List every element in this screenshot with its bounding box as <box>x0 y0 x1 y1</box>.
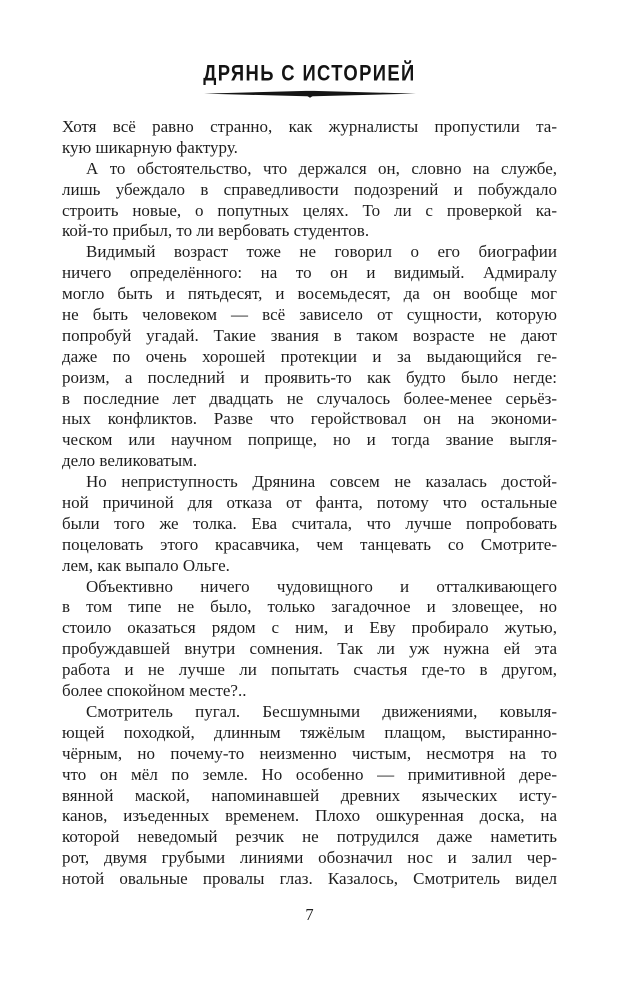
text-line: поцеловать этого красавчика, чем танцевать со Смотрите- <box>62 534 557 554</box>
text-line: дело великоватым. <box>62 451 198 471</box>
paragraph <box>62 702 557 890</box>
text-line: кой-то прибыл, то ли вербовать студентов. <box>62 221 370 241</box>
text-line: были того же толка. Ева считала, что лучше попробовать <box>62 513 557 533</box>
text-line: Смотритель пугал. Бесшумными движениями, ковыля- <box>86 701 557 721</box>
text-line: даже по очень хорошей протекции и за выдающийся ге- <box>62 346 557 366</box>
running-title: ДРЯНЬ С ИСТОРИЕЙ <box>203 61 416 86</box>
text-line: лишь убеждало в справедливости подозрений и побуждало <box>62 179 557 199</box>
text-line: стоило оказаться рядом с ним, и Еву пробирало жутью, <box>62 618 557 638</box>
page-body <box>62 117 557 890</box>
text-line: роизм, а последний и проявить-то как будто было негде: <box>62 367 557 387</box>
paragraph <box>62 242 557 472</box>
text-line: ных конфликтов. Разве что геройствовал он на экономи- <box>62 409 557 429</box>
text-line: которой неведомый резчик не потрудился даже наметить <box>62 827 557 847</box>
text-line: в том типе не было, только загадочное и зловещее, но <box>62 597 557 617</box>
text-line: могло быть и пятьдесят, и восемьдесят, да он вообще мог <box>62 284 557 304</box>
text-line: Хотя всё равно странно, как журналисты пропустили та- <box>62 117 557 136</box>
paragraph <box>62 159 557 243</box>
running-header <box>62 61 557 98</box>
text-line: более спокойном месте?.. <box>62 681 247 701</box>
text-line: Объективно ничего чудовищного и отталкивающего <box>86 576 557 596</box>
text-line: попробуй угадай. Такие звания в таком возрасте не дают <box>62 325 557 345</box>
text-line: вянной маской, напоминавшей древних языческих исту- <box>62 785 557 805</box>
header-divider <box>204 90 416 98</box>
text-line: ющей походкой, длинным тяжёлым плащом, выстиранно- <box>62 722 557 742</box>
paragraph <box>62 577 557 702</box>
text-line: лем, как выпало Ольге. <box>62 555 230 575</box>
text-line: рот, двумя грубыми линиями обозначил нос и залил чер- <box>62 848 557 868</box>
text-line: чёрным, но почему-то неизменно чистым, несмотря на то <box>62 743 557 763</box>
text-line: ничего определённого: на то он и видимый. Адмиралу <box>62 263 557 283</box>
text-line: Но неприступность Дрянина совсем не казалась достой- <box>86 472 557 492</box>
text-line: строить новые, о попутных целях. То ли с проверкой ка- <box>62 200 557 220</box>
text-line: ческом или научном поприще, но и тогда звание выгля- <box>62 430 557 450</box>
text-line: А то обстоятельство, что держался он, словно на службе, <box>86 158 557 178</box>
text-line: нотой овальные провалы глаз. Казалось, Смотритель видел <box>62 869 557 889</box>
text-line: работа и не лучше ли попытать счастья где-то в другом, <box>62 660 557 680</box>
text-line: канов, изъеденных временем. Плохо ошкуренная доска, на <box>62 806 557 826</box>
text-line: в последние лет двадцать не случалось более-менее серьёз- <box>62 388 557 408</box>
text-line: Видимый возраст тоже не говорил о его биографии <box>86 242 557 262</box>
paragraph <box>62 472 557 576</box>
text-line: ной причиной для отказа от фанта, потому что остальные <box>62 493 557 513</box>
paragraph <box>62 117 557 159</box>
page-number: 7 <box>305 905 314 924</box>
text-line: не быть человеком — всё зависело от сущности, которую <box>62 305 557 325</box>
text-line: пробуждавшей внутри сомнения. Так ли уж нужна ей эта <box>62 639 557 659</box>
text-line: что он мёл по земле. Но особенно — примитивной дере- <box>62 764 557 784</box>
text-line: кую шикарную фактуру. <box>62 137 238 157</box>
